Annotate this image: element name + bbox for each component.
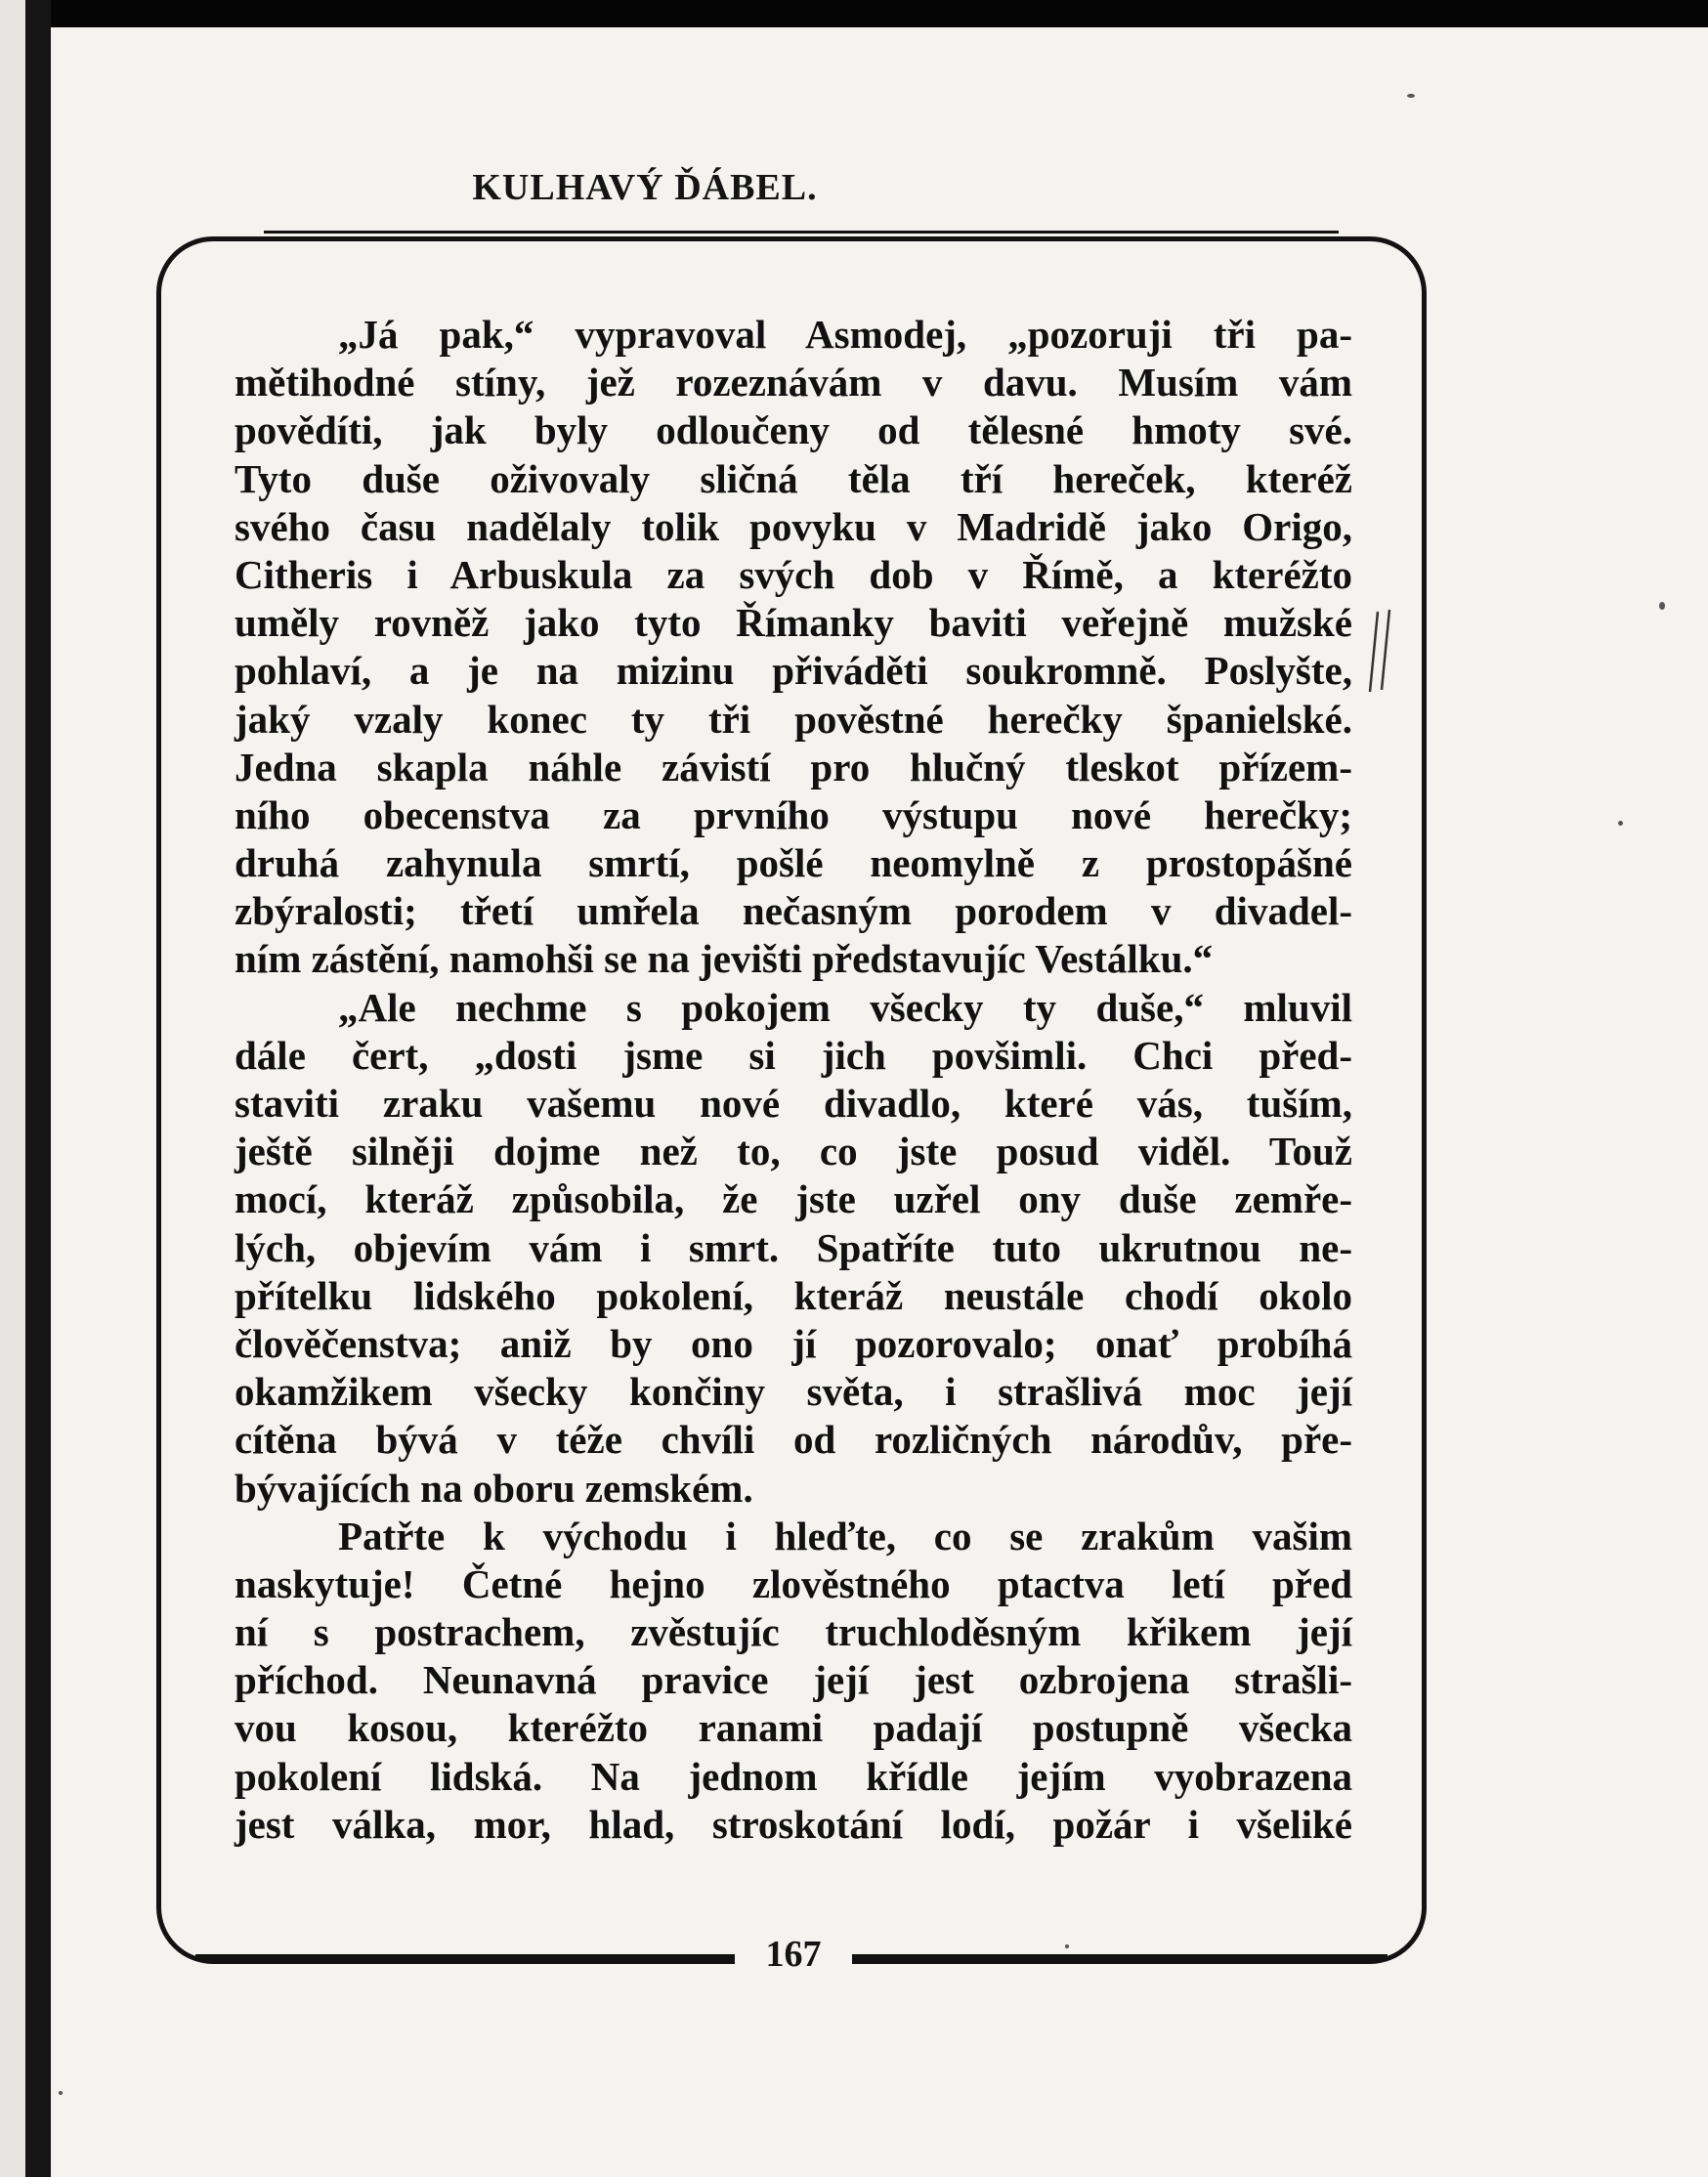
text-line: bývajících na oboru zemském. bbox=[235, 1465, 753, 1511]
text-line: mocí, kteráž způsobila, že jste uzřel ony duše zemře- bbox=[235, 1176, 1352, 1222]
page-number: 167 bbox=[765, 1934, 822, 1975]
text-line: svého času nadělaly tolik povyku v Madridě jako Origo, bbox=[235, 503, 1352, 549]
text-line: vou kosou, kteréžto ranami padají postupně všecka bbox=[235, 1705, 1352, 1751]
running-head: KULHAVÝ ĎÁBEL. bbox=[472, 167, 818, 208]
body-text bbox=[235, 311, 1352, 1849]
text-line: mětihodné stíny, jež rozeznávám v davu. Musím vám bbox=[235, 360, 1352, 406]
paper-speck bbox=[1065, 1944, 1069, 1948]
paper-speck bbox=[1618, 821, 1623, 826]
text-line: povědíti, jak byly odloučeny od tělesné hmoty své. bbox=[235, 407, 1352, 453]
text-line: ještě silněji dojme než to, co jste posud viděl. Touž bbox=[235, 1129, 1352, 1174]
text-line: přítelku lidského pokolení, kteráž neustále chodí okolo bbox=[235, 1272, 1352, 1318]
text-line: Citheris i Arbuskula za svých dob v Římě, a kteréžto bbox=[235, 551, 1352, 597]
text-line: ní s postrachem, zvěstujíc truchloděsným křikem její bbox=[235, 1609, 1352, 1655]
text-line: jaký vzaly konec ty tři pověstné herečky španielské. bbox=[235, 696, 1352, 742]
text-line: Tyto duše oživovaly sličná těla tří hereček, kteréž bbox=[235, 455, 1352, 501]
text-line: uměly rovněž jako tyto Římanky baviti veřejně mužské bbox=[235, 600, 1352, 646]
facing-page-edge bbox=[0, 0, 25, 2177]
text-line: ního obecenstva za prvního výstupu nové herečky; bbox=[235, 791, 1352, 837]
text-line: příchod. Neunavná pravice její jest ozbrojena strašli- bbox=[235, 1657, 1352, 1703]
text-line: člověčenstva; aniž by ono jí pozorovalo; onať probíhá bbox=[235, 1320, 1352, 1366]
text-line: cítěna bývá v téže chvíli od rozličných národův, pře- bbox=[235, 1417, 1352, 1463]
text-line: druhá zahynula smrtí, pošlé neomylně z prostopášné bbox=[235, 840, 1352, 886]
text-line: naskytuje! Četné hejno zlověstného ptactva letí před bbox=[235, 1560, 1352, 1606]
text-line: dále čert, „dosti jsme si jich povšimli. Chci před- bbox=[235, 1032, 1352, 1078]
text-line: zbýralosti; třetí umřela nečasným porodem v divadel- bbox=[235, 888, 1352, 934]
paper-speck bbox=[1659, 602, 1665, 610]
text-line: ním zástění, namohši se na jevišti představujíc Vestálku.“ bbox=[235, 936, 1214, 982]
book-gutter-shadow bbox=[25, 0, 51, 2177]
text-line: staviti zraku vašemu nové divadlo, které vás, tuším, bbox=[235, 1081, 1352, 1126]
text-line: lých, objevím vám i smrt. Spatříte tuto ukrutnou ne- bbox=[235, 1224, 1352, 1270]
text-line: Jedna skapla náhle závistí pro hlučný tleskot přízem- bbox=[235, 744, 1352, 790]
text-line: „Ale nechme s pokojem všecky ty duše,“ mluvil bbox=[338, 984, 1352, 1030]
text-line: Patřte k východu i hleďte, co se zrakům vašim bbox=[338, 1513, 1352, 1558]
paper-speck bbox=[1407, 94, 1415, 98]
text-line: jest válka, mor, hlad, stroskotání lodí, požár i všeliké bbox=[235, 1801, 1352, 1847]
frame-top-rule bbox=[264, 231, 1339, 234]
text-line: pokolení lidská. Na jednom křídle jejím vyobrazena bbox=[235, 1753, 1352, 1799]
paper-speck bbox=[59, 2091, 63, 2095]
text-line: okamžikem všecky končiny světa, i strašlivá moc její bbox=[235, 1369, 1352, 1415]
margin-pencil-mark bbox=[1366, 608, 1395, 696]
text-line: „Já pak,“ vypravoval Asmodej, „pozoruji tři pa- bbox=[338, 312, 1352, 357]
text-line: pohlaví, a je na mizinu přiváděti soukromně. Poslyšte, bbox=[235, 648, 1352, 694]
